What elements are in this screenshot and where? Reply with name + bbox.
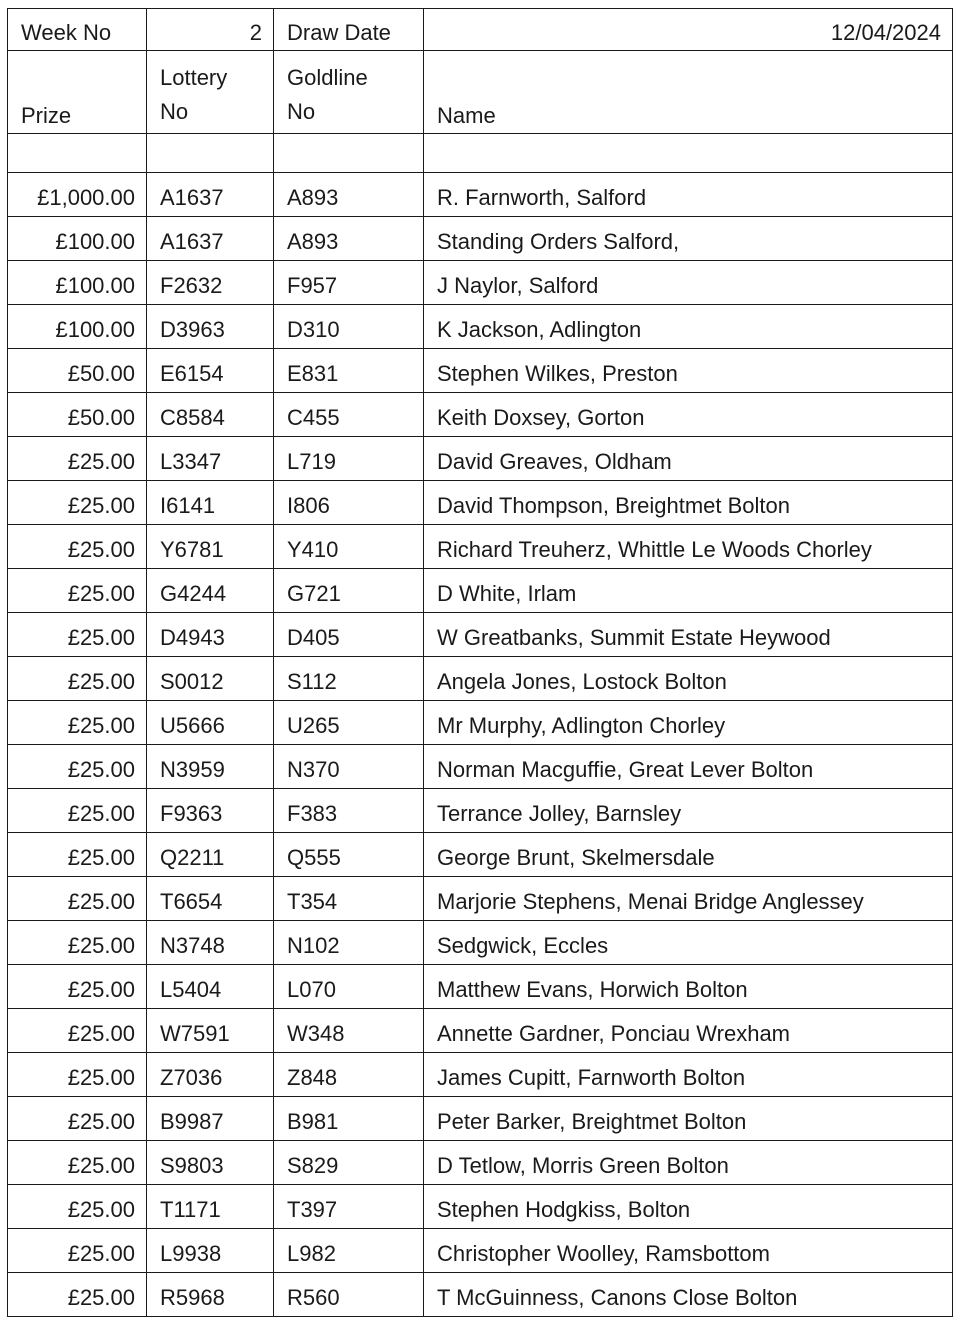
prize-cell: £25.00 — [8, 789, 147, 833]
prize-cell: £50.00 — [8, 349, 147, 393]
prize-cell: £25.00 — [8, 921, 147, 965]
goldline-no-cell: F957 — [274, 261, 424, 305]
table-row — [8, 1141, 953, 1185]
table-row — [8, 1097, 953, 1141]
name-cell: David Greaves, Oldham — [424, 437, 953, 481]
table-row — [8, 349, 953, 393]
blank-cell — [274, 134, 424, 173]
table-row — [8, 393, 953, 437]
lottery-no-cell: E6154 — [147, 349, 274, 393]
goldline-no-cell: S829 — [274, 1141, 424, 1185]
prize-cell: £25.00 — [8, 833, 147, 877]
table-row — [8, 525, 953, 569]
goldline-no-cell: N102 — [274, 921, 424, 965]
lottery-no-cell: D4943 — [147, 613, 274, 657]
column-header-lottery-line2: No — [160, 99, 189, 124]
name-cell: Marjorie Stephens, Menai Bridge Anglessey — [424, 877, 953, 921]
prize-cell: £25.00 — [8, 569, 147, 613]
name-cell: T McGuinness, Canons Close Bolton — [424, 1273, 953, 1317]
blank-row — [8, 134, 953, 173]
week-value: 2 — [147, 9, 274, 51]
column-header-goldline-line2: No — [287, 99, 316, 124]
prize-cell: £25.00 — [8, 1141, 147, 1185]
goldline-no-cell: L719 — [274, 437, 424, 481]
lottery-no-cell: L3347 — [147, 437, 274, 481]
lottery-no-cell: G4244 — [147, 569, 274, 613]
lottery-no-cell: B9987 — [147, 1097, 274, 1141]
name-cell: Terrance Jolley, Barnsley — [424, 789, 953, 833]
goldline-no-cell: G721 — [274, 569, 424, 613]
table-row — [8, 1009, 953, 1053]
prize-cell: £25.00 — [8, 965, 147, 1009]
table-row — [8, 701, 953, 745]
name-cell: W Greatbanks, Summit Estate Heywood — [424, 613, 953, 657]
prize-cell: £1,000.00 — [8, 173, 147, 217]
blank-cell — [8, 134, 147, 173]
prize-cell: £25.00 — [8, 613, 147, 657]
table-row — [8, 437, 953, 481]
name-cell: David Thompson, Breightmet Bolton — [424, 481, 953, 525]
draw-date-label: Draw Date — [274, 9, 424, 51]
goldline-no-cell: Q555 — [274, 833, 424, 877]
table-row — [8, 1053, 953, 1097]
name-cell: R. Farnworth, Salford — [424, 173, 953, 217]
name-cell: George Brunt, Skelmersdale — [424, 833, 953, 877]
goldline-no-cell: A893 — [274, 217, 424, 261]
prize-cell: £25.00 — [8, 1273, 147, 1317]
column-header-prize: Prize — [8, 51, 147, 134]
prize-cell: £25.00 — [8, 877, 147, 921]
goldline-no-cell: Z848 — [274, 1053, 424, 1097]
draw-date-value: 12/04/2024 — [424, 9, 953, 51]
name-cell: Sedgwick, Eccles — [424, 921, 953, 965]
goldline-no-cell: F383 — [274, 789, 424, 833]
column-header-row — [8, 51, 953, 134]
name-cell: D White, Irlam — [424, 569, 953, 613]
goldline-no-cell: I806 — [274, 481, 424, 525]
lottery-no-cell: I6141 — [147, 481, 274, 525]
prize-cell: £25.00 — [8, 1229, 147, 1273]
lottery-no-cell: Q2211 — [147, 833, 274, 877]
lottery-no-cell: S9803 — [147, 1141, 274, 1185]
prize-cell: £25.00 — [8, 1009, 147, 1053]
lottery-no-cell: W7591 — [147, 1009, 274, 1053]
blank-cell — [147, 134, 274, 173]
table-row — [8, 745, 953, 789]
goldline-no-cell: T354 — [274, 877, 424, 921]
table-row — [8, 921, 953, 965]
lottery-no-cell: T1171 — [147, 1185, 274, 1229]
goldline-no-cell: C455 — [274, 393, 424, 437]
name-cell: Christopher Woolley, Ramsbottom — [424, 1229, 953, 1273]
name-cell: Mr Murphy, Adlington Chorley — [424, 701, 953, 745]
lottery-no-cell: A1637 — [147, 217, 274, 261]
table-row — [8, 1185, 953, 1229]
week-label: Week No — [8, 9, 147, 51]
goldline-no-cell: D405 — [274, 613, 424, 657]
name-cell: Stephen Wilkes, Preston — [424, 349, 953, 393]
prize-cell: £50.00 — [8, 393, 147, 437]
column-header-lottery-line1: Lottery — [160, 65, 228, 90]
goldline-no-cell: W348 — [274, 1009, 424, 1053]
name-cell: K Jackson, Adlington — [424, 305, 953, 349]
table-row — [8, 833, 953, 877]
blank-cell — [424, 134, 953, 173]
table-row — [8, 305, 953, 349]
column-header-lottery-no — [147, 51, 274, 134]
goldline-no-cell: E831 — [274, 349, 424, 393]
lottery-results-table — [7, 8, 953, 1317]
prize-cell: £100.00 — [8, 217, 147, 261]
goldline-no-cell: B981 — [274, 1097, 424, 1141]
name-cell: D Tetlow, Morris Green Bolton — [424, 1141, 953, 1185]
prize-cell: £100.00 — [8, 305, 147, 349]
table-row — [8, 569, 953, 613]
table-row — [8, 613, 953, 657]
lottery-no-cell: D3963 — [147, 305, 274, 349]
name-cell: Annette Gardner, Ponciau Wrexham — [424, 1009, 953, 1053]
lottery-no-cell: Y6781 — [147, 525, 274, 569]
goldline-no-cell: S112 — [274, 657, 424, 701]
table-row — [8, 217, 953, 261]
lottery-no-cell: F9363 — [147, 789, 274, 833]
lottery-no-cell: N3959 — [147, 745, 274, 789]
name-cell: Angela Jones, Lostock Bolton — [424, 657, 953, 701]
column-header-goldline-no — [274, 51, 424, 134]
goldline-no-cell: A893 — [274, 173, 424, 217]
name-cell: Stephen Hodgkiss, Bolton — [424, 1185, 953, 1229]
lottery-no-cell: F2632 — [147, 261, 274, 305]
goldline-no-cell: Y410 — [274, 525, 424, 569]
goldline-no-cell: T397 — [274, 1185, 424, 1229]
lottery-no-cell: A1637 — [147, 173, 274, 217]
prize-cell: £25.00 — [8, 1185, 147, 1229]
table-row — [8, 1229, 953, 1273]
lottery-no-cell: C8584 — [147, 393, 274, 437]
table-row — [8, 173, 953, 217]
goldline-no-cell: N370 — [274, 745, 424, 789]
lottery-no-cell: L9938 — [147, 1229, 274, 1273]
table-row — [8, 877, 953, 921]
table-row — [8, 965, 953, 1009]
table-row — [8, 1273, 953, 1317]
name-cell: Standing Orders Salford, — [424, 217, 953, 261]
column-header-name: Name — [424, 51, 953, 134]
name-cell: Richard Treuherz, Whittle Le Woods Chorley — [424, 525, 953, 569]
lottery-no-cell: Z7036 — [147, 1053, 274, 1097]
prize-cell: £25.00 — [8, 525, 147, 569]
table-row — [8, 657, 953, 701]
prize-cell: £100.00 — [8, 261, 147, 305]
goldline-no-cell: L982 — [274, 1229, 424, 1273]
prize-cell: £25.00 — [8, 657, 147, 701]
lottery-no-cell: S0012 — [147, 657, 274, 701]
prize-cell: £25.00 — [8, 1097, 147, 1141]
lottery-no-cell: R5968 — [147, 1273, 274, 1317]
goldline-no-cell: U265 — [274, 701, 424, 745]
lottery-no-cell: N3748 — [147, 921, 274, 965]
table-row — [8, 789, 953, 833]
name-cell: Norman Macguffie, Great Lever Bolton — [424, 745, 953, 789]
lottery-no-cell: U5666 — [147, 701, 274, 745]
name-cell: Peter Barker, Breightmet Bolton — [424, 1097, 953, 1141]
goldline-no-cell: D310 — [274, 305, 424, 349]
lottery-no-cell: T6654 — [147, 877, 274, 921]
name-cell: Matthew Evans, Horwich Bolton — [424, 965, 953, 1009]
name-cell: J Naylor, Salford — [424, 261, 953, 305]
prize-cell: £25.00 — [8, 745, 147, 789]
prize-cell: £25.00 — [8, 1053, 147, 1097]
lottery-no-cell: L5404 — [147, 965, 274, 1009]
goldline-no-cell: R560 — [274, 1273, 424, 1317]
column-header-goldline-line1: Goldline — [287, 65, 368, 90]
goldline-no-cell: L070 — [274, 965, 424, 1009]
draw-info-row — [8, 9, 953, 51]
table-row — [8, 481, 953, 525]
prize-cell: £25.00 — [8, 437, 147, 481]
prize-cell: £25.00 — [8, 701, 147, 745]
prize-cell: £25.00 — [8, 481, 147, 525]
name-cell: James Cupitt, Farnworth Bolton — [424, 1053, 953, 1097]
name-cell: Keith Doxsey, Gorton — [424, 393, 953, 437]
table-row — [8, 261, 953, 305]
